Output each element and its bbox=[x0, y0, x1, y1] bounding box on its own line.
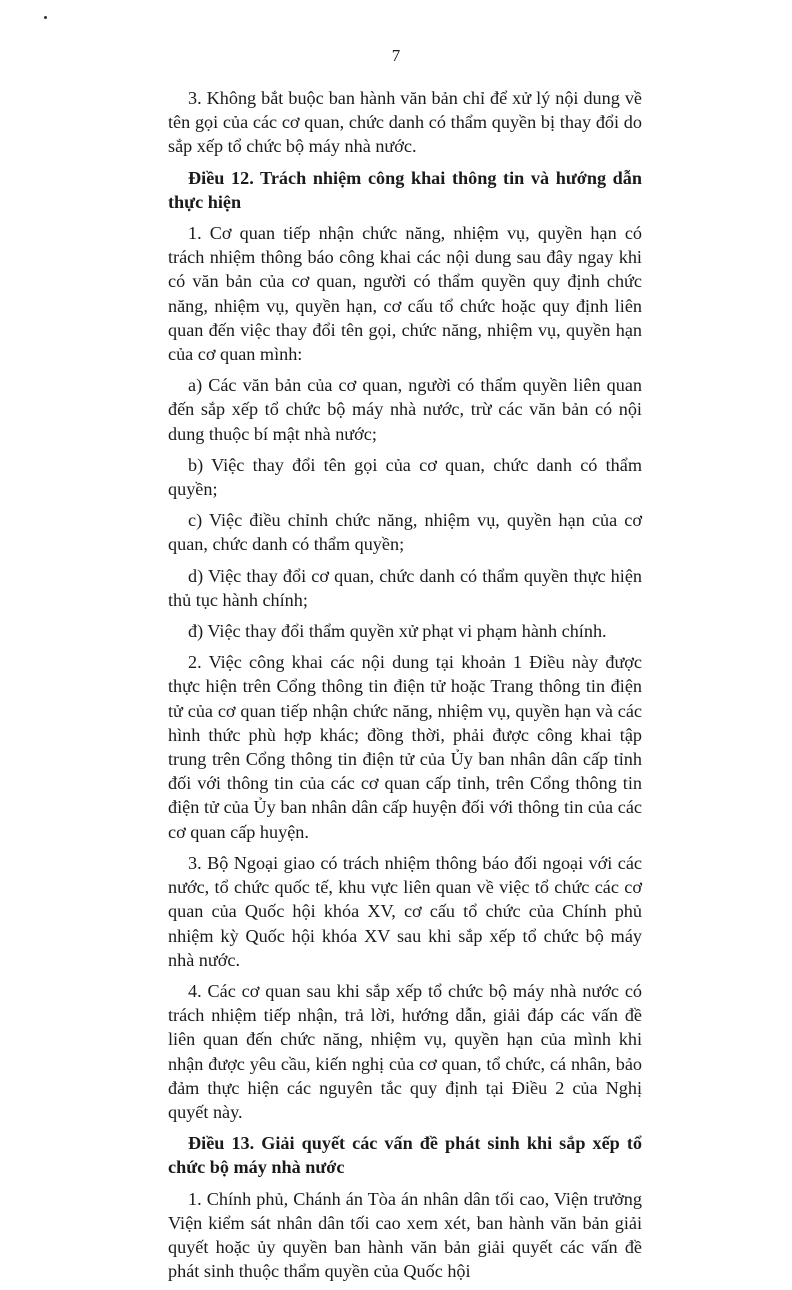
scan-mark bbox=[44, 16, 47, 19]
article-13-heading: Điều 13. Giải quyết các vấn đề phát sinh khi sắp xếp tổ chức bộ máy nhà nước bbox=[168, 1133, 642, 1178]
paragraph-clause-3: 3. Không bắt buộc ban hành văn bản chỉ để xử lý nội dung về tên gọi của các cơ quan, chức danh có thẩm quyền bị thay đổi do sắp xếp tổ chức bộ máy nhà nước. bbox=[168, 88, 642, 157]
article-13-clause-1: 1. Chính phủ, Chánh án Tòa án nhân dân tối cao, Viện trưởng Viện kiểm sát nhân dân tối cao xem xét, ban hành văn bản giải quyết hoặc ủy quyền ban hành văn bản giải quyết các vấn đề phát sinh thuộc thẩm quyền của Quốc hội bbox=[168, 1188, 642, 1282]
article-12-clause-2: 2. Việc công khai các nội dung tại khoản 1 Điều này được thực hiện trên Cổng thông tin điện tử hoặc Trang thông tin điện tử của cơ quan tiếp nhận chức năng, nhiệm vụ, quyền hạn và các hình thức phù hợp khác; đồng thời, phải được công khai tập trung trên Cổng thông tin điện tử của Ủy ban nhân dân cấp tỉnh đối với thông tin của các cơ quan cấp tỉnh, trên Cổng thông tin điện tử của Ủy ban nhân dân cấp huyện đối với thông tin của các cơ quan cấp huyện. bbox=[168, 652, 642, 842]
article-12-item-b: b) Việc thay đổi tên gọi của cơ quan, chức danh có thẩm quyền; bbox=[168, 454, 642, 500]
article-12-item-c: c) Việc điều chỉnh chức năng, nhiệm vụ, quyền hạn của cơ quan, chức danh có thẩm quyền; bbox=[168, 510, 642, 555]
page-number: 7 bbox=[391, 46, 401, 65]
article-12-item-a: a) Các văn bản của cơ quan, người có thẩm quyền liên quan đến sắp xếp tổ chức bộ máy nhà nước, trừ các văn bản có nội dung thuộc bí mật nhà nước; bbox=[168, 375, 642, 444]
article-12-clause-3: 3. Bộ Ngoại giao có trách nhiệm thông báo đối ngoại với các nước, tổ chức quốc tế, khu vực liên quan về việc tổ chức các cơ quan của Quốc hội khóa XV, cơ cấu tổ chức của Chính phủ nhiệm kỳ Quốc hội khóa XV sau khi sắp xếp tổ chức bộ máy nhà nước. bbox=[168, 852, 642, 970]
article-12-clause-1: 1. Cơ quan tiếp nhận chức năng, nhiệm vụ, quyền hạn có trách nhiệm thông báo công khai các nội dung sau đây ngay khi có văn bản của cơ quan, người có thẩm quyền quy định chức năng, nhiệm vụ, quyền hạn, cơ cấu tổ chức hoặc quy định liên quan đến việc thay đổi tên gọi, chức năng, nhiệm vụ, quyền hạn của cơ quan mình: bbox=[168, 223, 642, 365]
article-12-clause-4: 4. Các cơ quan sau khi sắp xếp tổ chức bộ máy nhà nước có trách nhiệm tiếp nhận, trả lời, hướng dẫn, giải đáp các vấn đề liên quan đến chức năng, nhiệm vụ, quyền hạn của mình khi nhận được yêu cầu, kiến nghị của cơ quan, tổ chức, cá nhân, bảo đảm thực hiện các nguyên tắc quy định tại Điều 2 của Nghị quyết này. bbox=[168, 980, 642, 1122]
article-12-heading: Điều 12. Trách nhiệm công khai thông tin và hướng dẫn thực hiện bbox=[168, 167, 642, 212]
document-body bbox=[168, 86, 642, 1290]
article-12-item-d: d) Việc thay đổi cơ quan, chức danh có thẩm quyền thực hiện thủ tục hành chính; bbox=[168, 565, 642, 610]
article-12-item-dd: đ) Việc thay đổi thẩm quyền xử phạt vi phạm hành chính. bbox=[188, 621, 607, 642]
